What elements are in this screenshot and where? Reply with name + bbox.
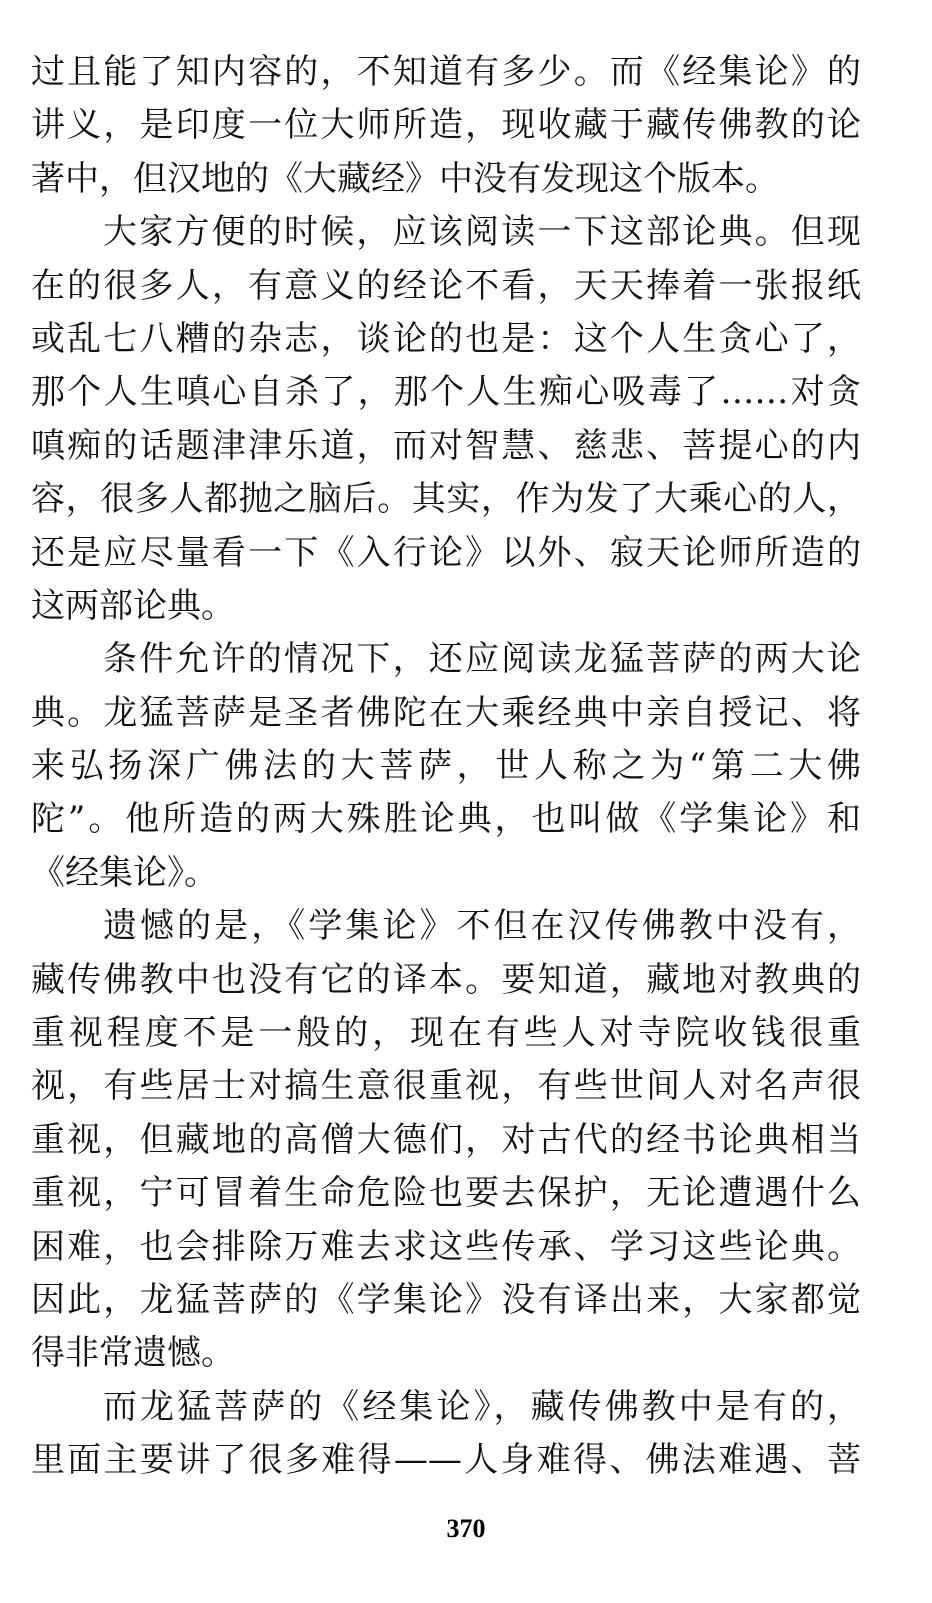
text-line: 讲义，是印度一位大师所造，现收藏于藏传佛教的论 xyxy=(31,105,861,146)
text-line: 或乱七八糟的杂志，谈论的也是：这个人生贪心了， xyxy=(31,318,861,359)
page-number: 370 xyxy=(446,1514,486,1543)
text-line: 过且能了知内容的，不知道有多少。而《经集论》的 xyxy=(31,52,861,92)
text-line: 视，有些居士对搞生意很重视，有些世间人对名声很 xyxy=(31,1066,861,1107)
text-line: 而龙猛菩萨的《经集论》，藏传佛教中是有的， xyxy=(103,1386,861,1427)
body-text xyxy=(31,46,861,1488)
text-line: 这两部论典。 xyxy=(31,585,235,626)
text-line: 还是应尽量看一下《入行论》以外、寂天论师所造的 xyxy=(31,532,861,573)
text-line: 里面主要讲了很多难得——人身难得、佛法难遇、菩 xyxy=(31,1440,861,1481)
text-line: 那个人生嗔心自杀了，那个人生痴心吸毒了……对贪 xyxy=(31,372,861,413)
text-line: 条件允许的情况下，还应阅读龙猛菩萨的两大论 xyxy=(103,639,861,680)
text-line: 因此，龙猛菩萨的《学集论》没有译出来，大家都觉 xyxy=(31,1279,861,1320)
text-line: 遗憾的是，《学集论》不但在汉传佛教中没有， xyxy=(103,906,861,947)
text-line: 得非常遗憾。 xyxy=(31,1333,235,1374)
text-line: 藏传佛教中也没有它的译本。要知道，藏地对教典的 xyxy=(31,959,861,1000)
text-line: 《经集论》。 xyxy=(31,852,218,893)
text-line: 重视程度不是一般的，现在有些人对寺院收钱很重 xyxy=(31,1013,861,1054)
text-line: 来弘扬深广佛法的大菩萨，世人称之为“第二大佛 xyxy=(31,746,861,787)
text-line: 容，很多人都抛之脑后。其实，作为发了大乘心的人， xyxy=(31,479,861,520)
text-line: 重视，但藏地的高僧大德们，对古代的经书论典相当 xyxy=(31,1119,861,1160)
text-line: 大家方便的时候，应该阅读一下这部论典。但现 xyxy=(103,212,861,253)
text-line: 在的很多人，有意义的经论不看，天天捧着一张报纸 xyxy=(31,265,861,306)
text-line: 嗔痴的话题津津乐道，而对智慧、慈悲、菩提心的内 xyxy=(31,425,861,466)
text-line: 著中，但汉地的《大藏经》中没有发现这个版本。 xyxy=(31,158,779,199)
text-line: 陀”。他所造的两大殊胜论典，也叫做《学集论》和 xyxy=(31,799,861,840)
text-line: 重视，宁可冒着生命危险也要去保护，无论遭遇什么 xyxy=(31,1173,861,1214)
text-line: 典。龙猛菩萨是圣者佛陀在大乘经典中亲自授记、将 xyxy=(31,692,861,733)
text-line: 困难，也会排除万难去求这些传承、学习这些论典。 xyxy=(31,1226,861,1267)
